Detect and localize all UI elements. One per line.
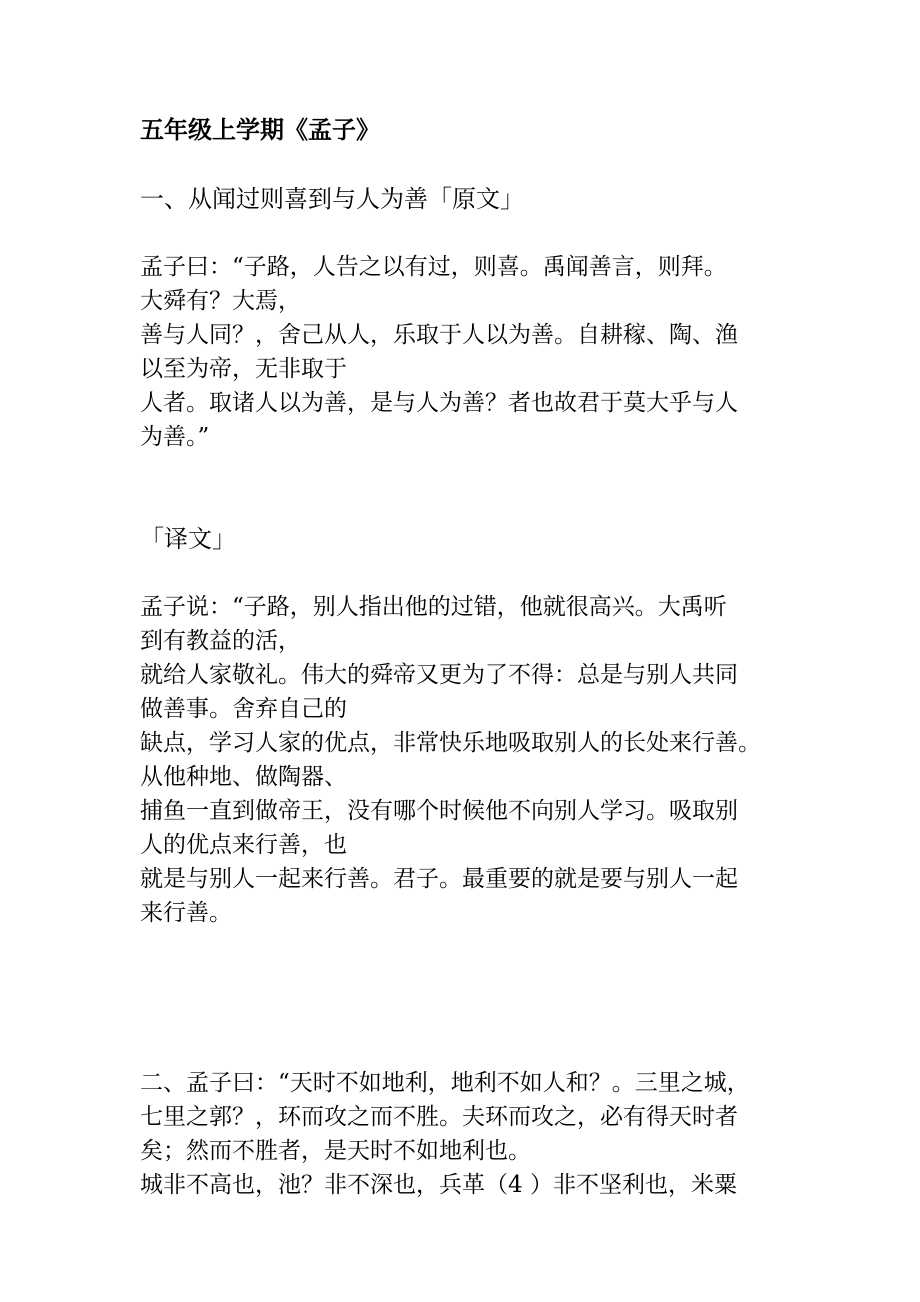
original-line: 为善。” bbox=[140, 424, 210, 450]
translation-line: 就是与别人一起来行善。君子。最重要的就是要与别人一起 bbox=[140, 866, 738, 892]
original-line: 孟子曰：“子路，人告之以有过，则喜。禹闻善言，则拜。 bbox=[140, 254, 727, 280]
translation-line: 从他种地、做陶器、 bbox=[140, 764, 347, 790]
translation-line: 到有教益的活， bbox=[140, 628, 301, 654]
original-line: 人者。取诸人以为善，是与人为善？者也故君于莫大乎与人 bbox=[140, 390, 738, 416]
document-page bbox=[140, 0, 785, 1302]
translation-line: 缺点，学习人家的优点，非常快乐地吸取别人的长处来行善。 bbox=[140, 730, 761, 756]
translation-line: 做善事。舍弃自己的 bbox=[140, 696, 347, 722]
original-line: 以至为帝，无非取于 bbox=[140, 356, 347, 382]
section-2-line: 城非不高也，池？非不深也，兵革（4 ）非不坚利也，米粟 bbox=[140, 1172, 737, 1198]
section-1-translation-text bbox=[140, 590, 785, 930]
translation-line: 人的优点来行善，也 bbox=[140, 832, 347, 858]
section-2-line: 矣；然而不胜者，是天时不如地利也。 bbox=[140, 1138, 531, 1164]
section-2-text bbox=[140, 1066, 785, 1202]
translation-line: 来行善。 bbox=[140, 900, 232, 926]
translation-line: 捕鱼一直到做帝王，没有哪个时候他不向别人学习。吸取别 bbox=[140, 798, 738, 824]
section-2-line: 七里之郭？，环而攻之而不胜。夫环而攻之，必有得天时者 bbox=[140, 1104, 738, 1130]
section-1-heading: 一、从闻过则喜到与人为善「原文」 bbox=[140, 185, 524, 213]
section-1-original-text bbox=[140, 250, 785, 454]
original-line: 大舜有？大焉， bbox=[140, 288, 301, 314]
translation-label: 「译文」 bbox=[140, 525, 236, 553]
translation-line: 孟子说：“子路，别人指出他的过错，他就很高兴。大禹听 bbox=[140, 594, 727, 620]
original-line: 善与人同？，舍己从人，乐取于人以为善。自耕稼、陶、渔 bbox=[140, 322, 738, 348]
translation-line: 就给人家敬礼。伟大的舜帝又更为了不得：总是与别人共同 bbox=[140, 662, 738, 688]
section-2-line: 二、孟子曰：“天时不如地利，地利不如人和？。三里之城， bbox=[140, 1070, 750, 1096]
document-title: 五年级上学期《孟子》 bbox=[140, 115, 380, 144]
